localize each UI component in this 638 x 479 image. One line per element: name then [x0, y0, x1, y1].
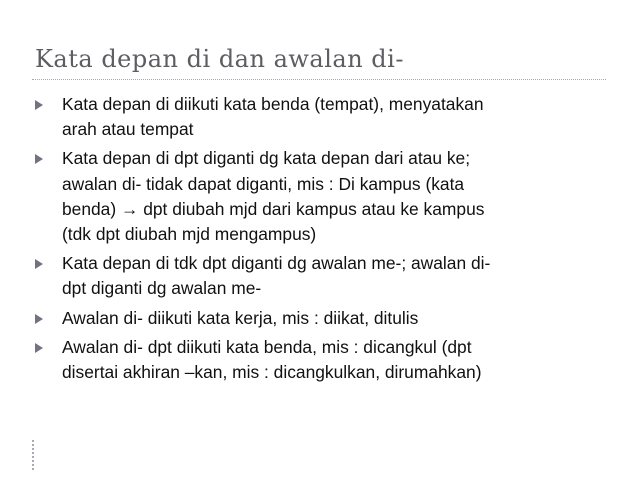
bullet-item — [35, 92, 595, 142]
triangle-bullet-icon — [35, 314, 43, 324]
bullet-text-line: Awalan di- diikuti kata kerja, mis : diikat, ditulis — [62, 307, 419, 328]
footer-divider — [32, 440, 34, 470]
triangle-bullet-icon — [35, 100, 43, 110]
bullet-text-line: Kata depan di dpt diganti dg kata depan dari atau ke; — [62, 148, 471, 169]
bullet-item — [35, 306, 595, 331]
triangle-bullet-icon — [35, 154, 43, 164]
bullet-text-line: disertai akhiran –kan, mis : dicangkulkan, dirumahkan) — [62, 362, 482, 383]
bullet-list — [35, 92, 595, 389]
bullet-item — [35, 335, 595, 385]
bullet-item — [35, 146, 595, 247]
bullet-item — [35, 251, 595, 301]
bullet-text-line: arah atau tempat — [62, 119, 194, 140]
bullet-text-line: Awalan di- dpt diikuti kata benda, mis : dicangkul (dpt — [62, 336, 472, 357]
bullet-text-line: Kata depan di tdk dpt diganti dg awalan me-; awalan di- — [62, 253, 491, 274]
triangle-bullet-icon — [35, 259, 43, 269]
title-divider — [32, 79, 606, 80]
slide-title: Kata depan di dan awalan di- — [35, 45, 404, 73]
bullet-text-line: awalan di- tidak dapat diganti, mis : Di kampus (kata — [62, 173, 465, 194]
triangle-bullet-icon — [35, 343, 43, 353]
bullet-text-line: benda) → dpt diubah mjd dari kampus atau ke kampus — [62, 198, 485, 219]
bullet-text-line: (tdk dpt diubah mjd mengampus) — [62, 224, 317, 245]
bullet-text-line: dpt diganti dg awalan me- — [62, 278, 262, 299]
bullet-text-line: Kata depan di diikuti kata benda (tempat), menyatakan — [62, 94, 484, 114]
